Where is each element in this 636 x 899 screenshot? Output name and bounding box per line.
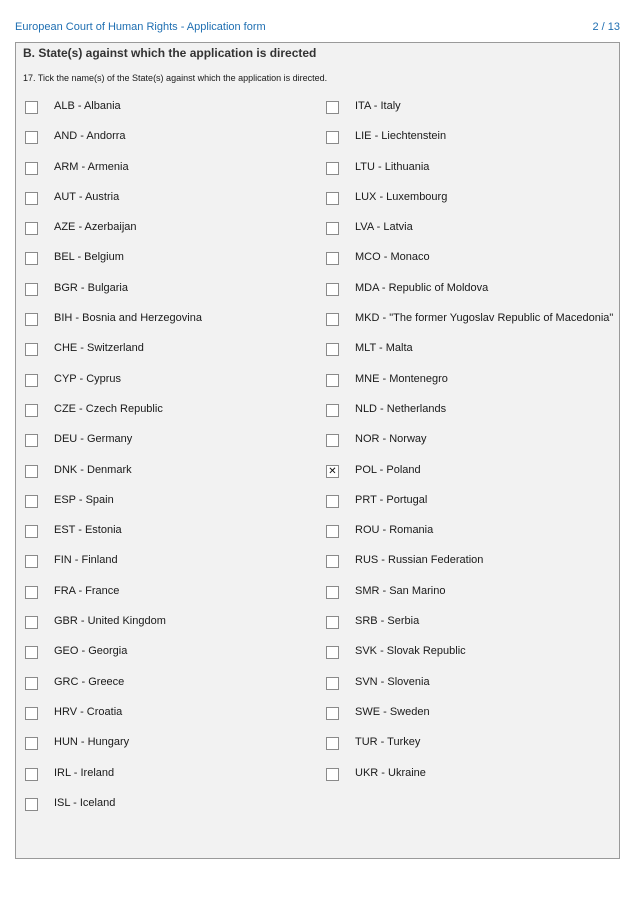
state-label: GEO - Georgia <box>54 645 128 658</box>
state-checkbox[interactable] <box>25 677 38 690</box>
state-label: AUT - Austria <box>54 190 120 203</box>
state-checkbox[interactable] <box>25 343 38 356</box>
state-label: GBR - United Kingdom <box>54 615 166 628</box>
state-checkbox[interactable] <box>25 192 38 205</box>
state-checkbox[interactable] <box>326 192 339 205</box>
state-label: GRC - Greece <box>54 675 125 688</box>
state-label: HUN - Hungary <box>54 736 130 749</box>
state-label: BIH - Bosnia and Herzegovina <box>54 312 202 325</box>
state-label: EST - Estonia <box>54 524 122 537</box>
state-checkbox[interactable] <box>326 646 339 659</box>
state-checkbox[interactable] <box>326 525 339 538</box>
state-checkbox[interactable] <box>326 616 339 629</box>
state-checkbox[interactable] <box>326 131 339 144</box>
state-label: ARM - Armenia <box>54 160 129 173</box>
state-label: CZE - Czech Republic <box>54 402 163 415</box>
state-label: NOR - Norway <box>355 433 427 446</box>
state-checkbox[interactable] <box>25 162 38 175</box>
state-checkbox[interactable] <box>25 768 38 781</box>
state-checkbox[interactable] <box>25 555 38 568</box>
state-label: CYP - Cyprus <box>54 372 122 385</box>
state-checkbox[interactable] <box>326 313 339 326</box>
state-label: TUR - Turkey <box>355 736 421 749</box>
page-number: 2 / 13 <box>592 21 620 33</box>
state-checkbox[interactable] <box>326 404 339 417</box>
state-checkbox[interactable] <box>25 374 38 387</box>
state-checkbox[interactable] <box>25 525 38 538</box>
state-label: SVK - Slovak Republic <box>355 645 466 658</box>
state-label: LVA - Latvia <box>355 221 413 234</box>
state-checkbox[interactable] <box>25 737 38 750</box>
question-text: 17. Tick the name(s) of the State(s) against which the application is directed. <box>23 73 328 83</box>
state-checkbox[interactable] <box>25 283 38 296</box>
state-label: RUS - Russian Federation <box>355 554 484 567</box>
state-label: DEU - Germany <box>54 433 133 446</box>
state-label: UKR - Ukraine <box>355 766 426 779</box>
state-label: MDA - Republic of Moldova <box>355 281 489 294</box>
state-checkbox[interactable] <box>326 555 339 568</box>
state-checkbox[interactable] <box>326 768 339 781</box>
state-checkbox[interactable] <box>326 101 339 114</box>
state-checkbox[interactable] <box>326 707 339 720</box>
state-label: NLD - Netherlands <box>355 402 447 415</box>
state-checkbox[interactable] <box>25 586 38 599</box>
state-label: BEL - Belgium <box>54 251 124 264</box>
state-label: SMR - San Marino <box>355 584 446 597</box>
state-label: IRL - Ireland <box>54 766 115 779</box>
state-checkbox[interactable] <box>25 131 38 144</box>
state-checkbox[interactable] <box>25 101 38 114</box>
state-checkbox[interactable] <box>326 586 339 599</box>
state-label: MLT - Malta <box>355 342 413 355</box>
state-checkbox[interactable]: ✕ <box>326 465 339 478</box>
state-checkbox[interactable] <box>25 404 38 417</box>
state-checkbox[interactable] <box>25 616 38 629</box>
state-checkbox[interactable] <box>25 434 38 447</box>
state-checkbox[interactable] <box>326 374 339 387</box>
state-label: LIE - Liechtenstein <box>355 130 447 143</box>
state-checkbox[interactable] <box>25 252 38 265</box>
state-label: SRB - Serbia <box>355 615 420 628</box>
section-title: B. State(s) against which the application is directed <box>23 46 317 60</box>
state-label: MNE - Montenegro <box>355 372 448 385</box>
states-panel <box>15 42 620 859</box>
state-label: CHE - Switzerland <box>54 342 144 355</box>
state-checkbox[interactable] <box>326 343 339 356</box>
state-checkbox[interactable] <box>326 495 339 508</box>
state-label: MKD - "The former Yugoslav Republic of Macedonia" <box>355 312 614 325</box>
state-label: ISL - Iceland <box>54 796 116 809</box>
form-title: European Court of Human Rights - Application form <box>15 21 266 33</box>
state-label: ROU - Romania <box>355 524 434 537</box>
state-checkbox[interactable] <box>326 677 339 690</box>
state-label: DNK - Denmark <box>54 463 132 476</box>
state-label: AND - Andorra <box>54 130 126 143</box>
state-label: ESP - Spain <box>54 493 114 506</box>
page-header <box>15 21 620 37</box>
state-checkbox[interactable] <box>326 252 339 265</box>
state-label: MCO - Monaco <box>355 251 430 264</box>
state-checkbox[interactable] <box>25 646 38 659</box>
state-checkbox[interactable] <box>25 465 38 478</box>
state-label: BGR - Bulgaria <box>54 281 128 294</box>
state-label: SWE - Sweden <box>355 705 430 718</box>
state-checkbox[interactable] <box>25 222 38 235</box>
state-checkbox[interactable] <box>326 162 339 175</box>
state-label: HRV - Croatia <box>54 705 123 718</box>
state-label: ALB - Albania <box>54 100 121 112</box>
state-checkbox[interactable] <box>25 313 38 326</box>
state-label: POL - Poland <box>355 463 421 476</box>
state-checkbox[interactable] <box>326 737 339 750</box>
state-label: AZE - Azerbaijan <box>54 221 137 234</box>
state-checkbox[interactable] <box>326 283 339 296</box>
state-label: LUX - Luxembourg <box>355 190 448 203</box>
state-checkbox[interactable] <box>25 495 38 508</box>
state-checkbox[interactable] <box>326 434 339 447</box>
state-checkbox[interactable] <box>25 798 38 811</box>
state-label: FRA - France <box>54 584 120 597</box>
state-label: SVN - Slovenia <box>355 675 430 688</box>
state-label: ITA - Italy <box>355 100 401 112</box>
state-label: LTU - Lithuania <box>355 160 430 173</box>
state-checkbox[interactable] <box>25 707 38 720</box>
state-label: PRT - Portugal <box>355 493 428 506</box>
state-checkbox[interactable] <box>326 222 339 235</box>
state-label: FIN - Finland <box>54 554 118 567</box>
